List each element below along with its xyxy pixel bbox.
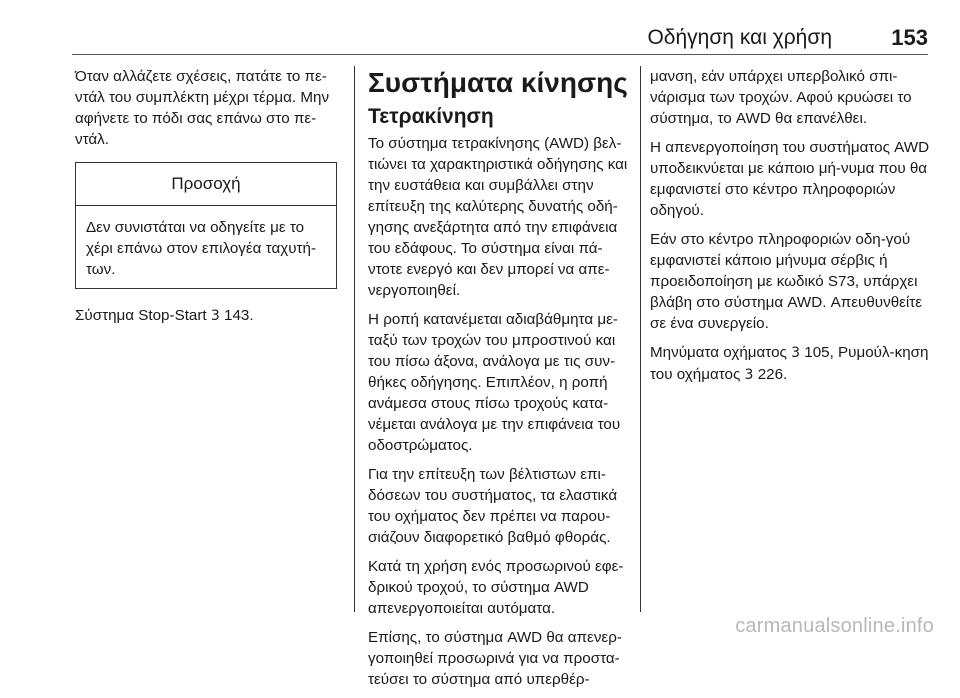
paragraph: Η ροπή κατανέμεται αδιαβάθμητα με-ταξύ των τροχών του μπροστινού και του πίσω άξονα, ανάλογα με τις συν-θήκες οδήγησης. Επιπλέον, η ροπή ανάμεσα στους πίσω τροχούς κατα-νέμεται ανάλογα με την επιφάνεια του οδοστρώματος. xyxy=(368,311,621,454)
header-rule xyxy=(72,54,928,55)
header-section-title: Οδήγηση και χρήση xyxy=(647,26,832,49)
caution-text: Δεν συνιστάται να οδηγείτε με το χέρι επάνω στον επιλογέα ταχυτή-των. xyxy=(86,219,317,278)
column-divider xyxy=(640,66,641,612)
caution-body xyxy=(76,206,336,288)
column-divider xyxy=(354,66,355,612)
page-arrow-icon: 3 xyxy=(744,367,754,383)
reference-page-link[interactable]: 226. xyxy=(757,366,788,383)
subsection-title: Τετρακίνηση xyxy=(368,105,494,128)
paragraph: μανση, εάν υπάρχει υπερβολικό σπι-νάρισμα των τροχών. Αφού κρυώσει το σύστημα, το AWD θα επανέλθει. xyxy=(650,68,912,127)
paragraph: Εάν στο κέντρο πληροφοριών οδη-γού εμφανιστεί κάποιο μήνυμα σέρβις ή προειδοποίηση με κωδικό S73, υπάρχει βλάβη στο σύστημα AWD. Απευθυνθείτε σε ένα συνεργείο. xyxy=(650,231,923,332)
paragraph: Κατά τη χρήση ενός προσωρινού εφε-δρικού τροχού, το σύστημα AWD απενεργοποιείται αυτόματα. xyxy=(368,558,624,617)
cross-reference xyxy=(650,342,930,386)
reference-text: Μηνύματα οχήματος xyxy=(650,344,787,361)
paragraph: Επίσης, το σύστημα AWD θα απενερ-γοποιηθεί προσωρινά για να προστα-τεύσει το σύστημα από υπερθέρ- xyxy=(368,629,622,688)
reference-page-link[interactable]: 143. xyxy=(224,307,254,324)
caution-title: Προσοχή xyxy=(76,163,336,206)
page-header xyxy=(72,26,928,54)
paragraph: Η απενεργοποίηση του συστήματος AWD υποδεικνύεται με κάποιο μή-νυμα που θα εμφανιστεί στο κέντρο πληροφοριών οδηγού. xyxy=(650,139,930,219)
watermark: carmanualsonline.info xyxy=(735,615,934,637)
column-middle xyxy=(368,66,633,698)
paragraph: Για την επίτευξη των βέλτιστων επι-δόσεων του συστήματος, τα ελαστικά του οχήματος δεν πρέπει να παρου-σιάζουν διαφορετικό βαθμό φθοράς. xyxy=(368,466,618,546)
page-arrow-icon: 3 xyxy=(791,345,801,361)
reference-page-link[interactable]: 105, Ρυμούλ-κηση του οχήματος xyxy=(650,344,929,383)
column-left xyxy=(75,66,345,335)
paragraph: Όταν αλλάζετε σχέσεις, πατάτε το πε-ντάλ του συμπλέκτη μέχρι τέρμα. Μην αφήνετε το πόδι σας επάνω στο πε-ντάλ. xyxy=(75,68,330,148)
cross-reference xyxy=(75,305,345,327)
page-arrow-icon: 3 xyxy=(210,308,220,324)
page-number: 153 xyxy=(891,25,928,50)
reference-text: Σύστημα Stop-Start xyxy=(75,307,207,324)
caution-box xyxy=(75,162,337,289)
section-title: Συστήματα κίνησης xyxy=(368,67,628,98)
column-right xyxy=(650,66,930,394)
paragraph: Το σύστημα τετρακίνησης (AWD) βελ-τιώνει τα χαρακτηριστικά οδήγησης και την ευστάθεια και συμβάλλει στην επίτευξη της καλύτερης δυνατής οδή-γησης ανεξάρτητα από την επιφάνεια του εδάφους. Το σύστημα είναι πά-ντοτε ενεργό και δεν μπορεί να απε-νεργοποιηθεί. xyxy=(368,135,628,299)
